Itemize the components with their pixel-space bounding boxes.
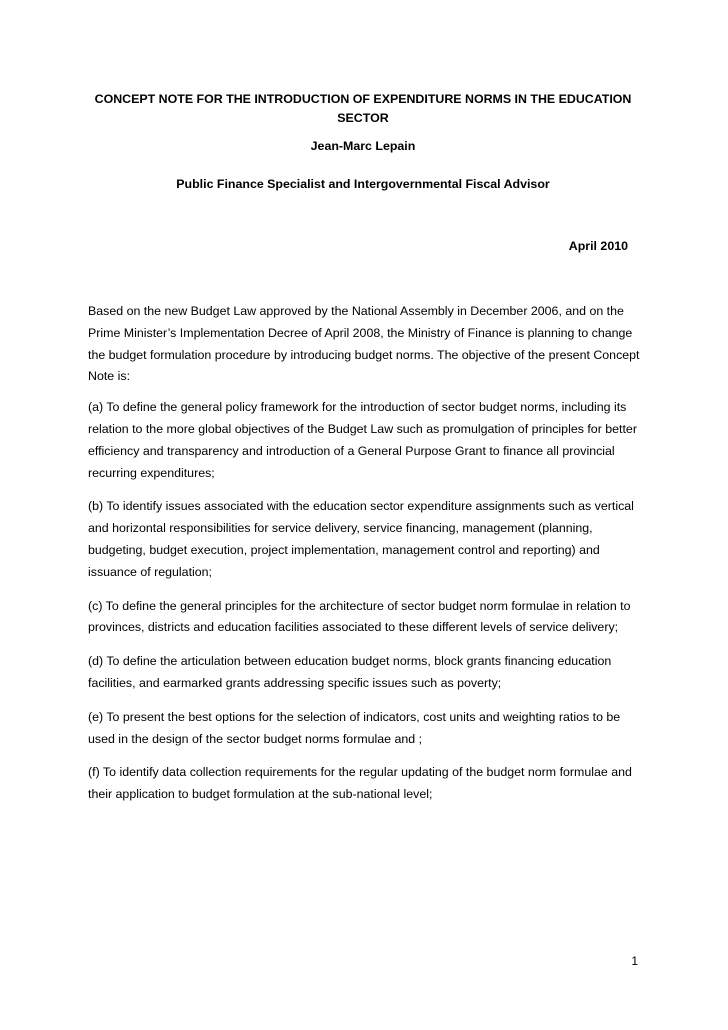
- objective-b: (b) To identify issues associated with the education sector expenditure assignments such as vertical and horizontal responsibilities for service delivery, service financing, management (planning, budgeting, budget execution, project implementation, management control and reporting) and issuance of regulation;: [88, 499, 634, 579]
- page-number: 1: [631, 954, 638, 968]
- objective-c: (c) To define the general principles for the architecture of sector budget norm formulae in relation to provinces, districts and education facilities associated to these different levels of service delivery;: [88, 598, 631, 635]
- objective-f: (f) To identify data collection requirements for the regular updating of the budget norm formulae and their application to budget formulation at the sub-national level;: [88, 765, 632, 802]
- objective-d: (d) To define the articulation between education budget norms, block grants financing education facilities, and earmarked grants addressing specific issues such as poverty;: [88, 654, 612, 690]
- objective-e: (e) To present the best options for the selection of indicators, cost units and weighting ratios to be used in the design of the sector budget norms formulae and ;: [88, 709, 621, 746]
- objective-a: (a) To define the general policy framework for the introduction of sector budget norms, including its relation to the more global objectives of the Budget Law such as promulgation of principles for better efficiency and transparency and introduction of a General Purpose Grant to finance all provincial recurring expenditures;: [88, 400, 637, 480]
- document-title: CONCEPT NOTE FOR THE INTRODUCTION OF EXPENDITURE NORMS IN THE EDUCATION SECTOR: [94, 92, 632, 125]
- author-name: Jean-Marc Lepain: [310, 139, 416, 153]
- intro-paragraph: Based on the new Budget Law approved by the National Assembly in December 2006, and on the Prime Minister’s Implementation Decree of April 2008, the Ministry of Finance is planning to change the budget formulation procedure by introducing budget norms. The objective of the present Concept Note is:: [88, 304, 640, 384]
- document-body: [88, 301, 650, 818]
- document-date: April 2010: [568, 239, 628, 253]
- author-role: Public Finance Specialist and Intergovernmental Fiscal Advisor: [176, 177, 550, 191]
